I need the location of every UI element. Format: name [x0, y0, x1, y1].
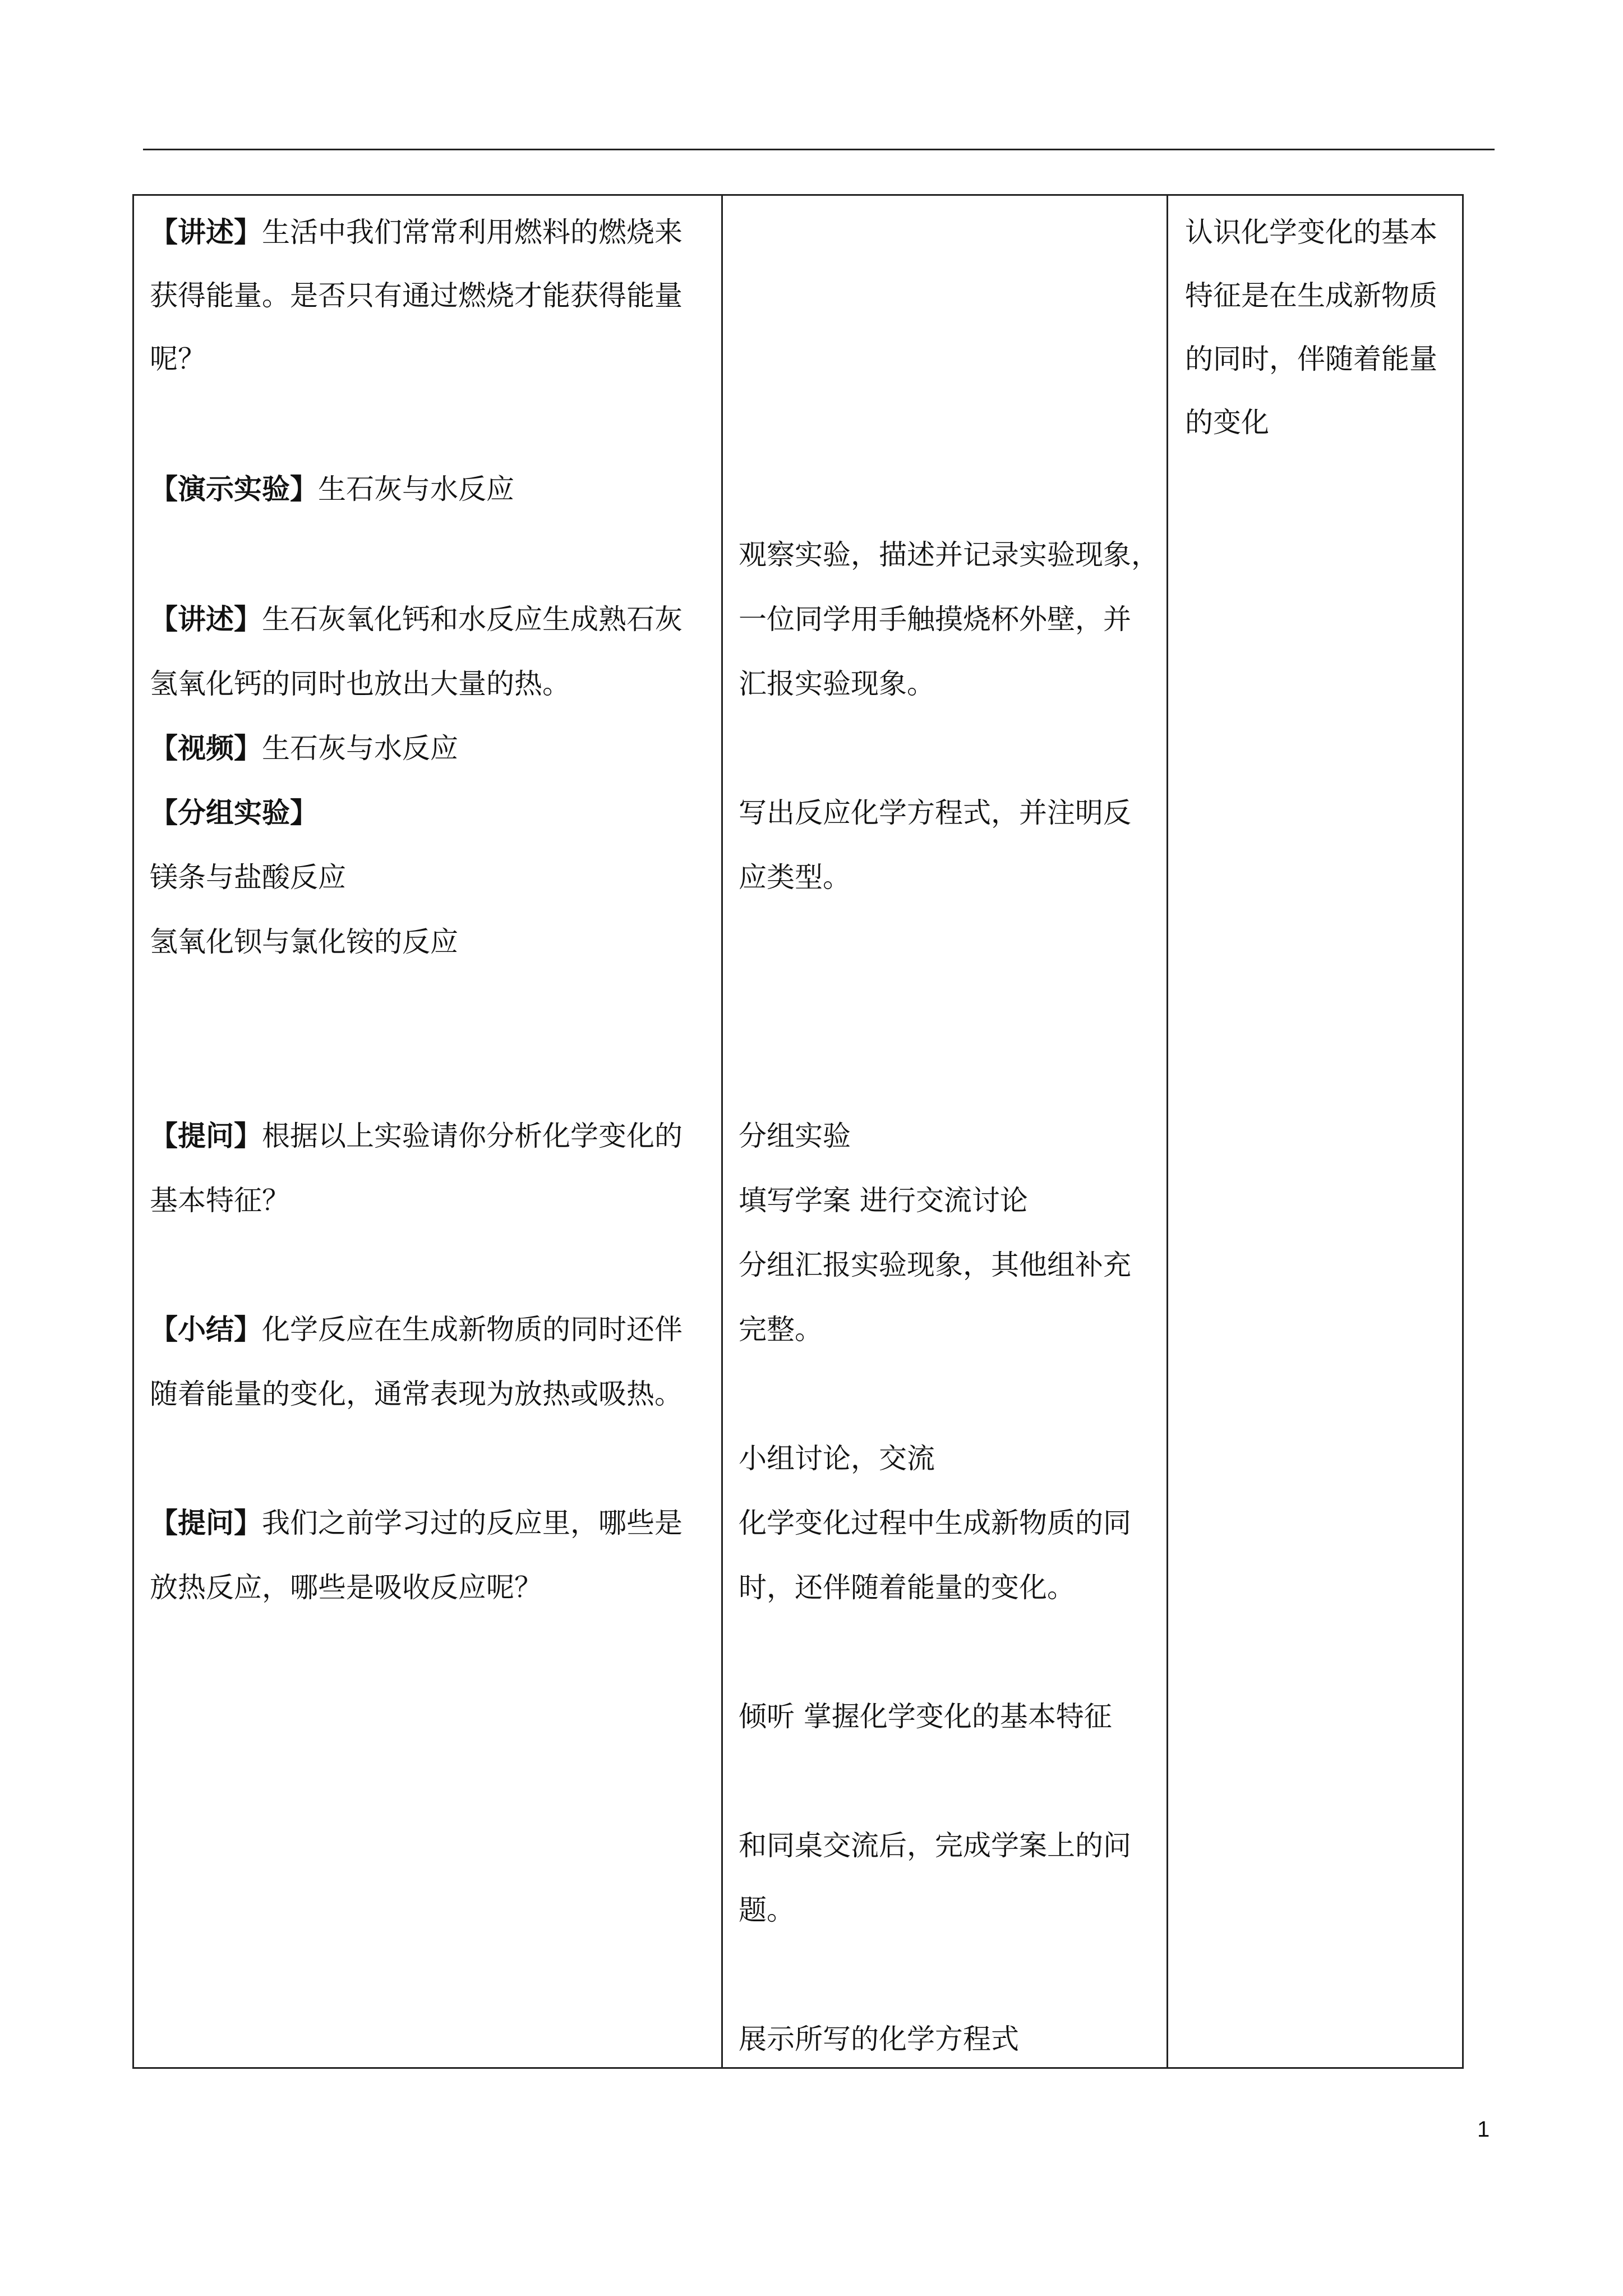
teacher-line: 【讲述】生石灰氧化钙和水反应生成熟石灰	[150, 603, 683, 636]
student-line: 和同桌交流后，完成学案上的问	[739, 1829, 1131, 1862]
teacher-line: 获得能量。是否只有通过燃烧才能获得能量	[150, 279, 683, 312]
student-line: 倾听 掌握化学变化的基本特征	[739, 1700, 1112, 1733]
teacher-line: 呢？	[150, 343, 206, 375]
student-line: 时，还伴随着能量的变化。	[739, 1571, 1075, 1604]
section-tag: 【讲述】	[150, 603, 262, 636]
header-rule	[143, 149, 1495, 150]
teacher-activity-column	[134, 196, 723, 2067]
teacher-line: 【小结】化学反应在生成新物质的同时还伴	[150, 1313, 683, 1346]
teacher-line: 【视频】生石灰与水反应	[150, 732, 458, 765]
student-line: 应类型。	[739, 861, 851, 894]
teacher-line: 放热反应，哪些是吸收反应呢？	[150, 1571, 542, 1604]
intent-line: 的同时，伴随着能量	[1185, 343, 1437, 375]
teacher-line	[150, 796, 318, 830]
section-tag: 【提问】	[150, 1507, 262, 1539]
section-tag: 【讲述】	[150, 216, 262, 249]
student-line: 展示所写的化学方程式	[739, 2023, 1019, 2055]
student-activity-column	[723, 196, 1168, 2067]
student-line: 化学变化过程中生成新物质的同	[739, 1507, 1131, 1539]
student-line: 观察实验，描述并记录实验现象，	[739, 539, 1159, 571]
student-line: 分组汇报实验现象，其他组补充	[739, 1249, 1131, 1281]
teacher-line: 氢氧化钙的同时也放出大量的热。	[150, 668, 570, 700]
intent-line: 认识化学变化的基本	[1185, 216, 1437, 249]
student-line: 写出反应化学方程式，并注明反	[739, 797, 1131, 829]
intent-line: 的变化	[1185, 406, 1269, 439]
student-line: 小组讨论，交流	[739, 1442, 935, 1475]
page-number: 1	[1477, 2117, 1490, 2142]
section-tag: 【小结】	[150, 1313, 262, 1346]
intent-line: 特征是在生成新物质	[1185, 279, 1437, 312]
teacher-line: 氢氧化钡与氯化铵的反应	[150, 926, 458, 958]
teacher-line: 【演示实验】生石灰与水反应	[150, 473, 514, 505]
teacher-line: 镁条与盐酸反应	[150, 861, 346, 894]
teacher-line: 【提问】我们之前学习过的反应里，哪些是	[150, 1507, 683, 1539]
student-line: 完整。	[739, 1313, 823, 1346]
design-intent-column	[1168, 196, 1465, 2067]
section-tag: 【视频】	[150, 732, 262, 765]
section-tag: 【分组实验】	[150, 797, 318, 829]
teacher-line: 基本特征？	[150, 1184, 290, 1217]
student-line: 题。	[739, 1894, 795, 1926]
student-line: 一位同学用手触摸烧杯外壁，并	[739, 603, 1131, 636]
teacher-line: 【提问】根据以上实验请你分析化学变化的	[150, 1120, 683, 1152]
section-tag: 【提问】	[150, 1120, 262, 1152]
section-tag: 【演示实验】	[150, 473, 318, 505]
student-line: 分组实验	[739, 1120, 851, 1152]
student-line: 汇报实验现象。	[739, 668, 935, 700]
teacher-line: 【讲述】生活中我们常常利用燃料的燃烧来	[150, 216, 683, 249]
lesson-table	[132, 194, 1464, 2069]
teacher-line: 随着能量的变化，通常表现为放热或吸热。	[150, 1378, 683, 1410]
student-line: 填写学案 进行交流讨论	[739, 1184, 1028, 1217]
